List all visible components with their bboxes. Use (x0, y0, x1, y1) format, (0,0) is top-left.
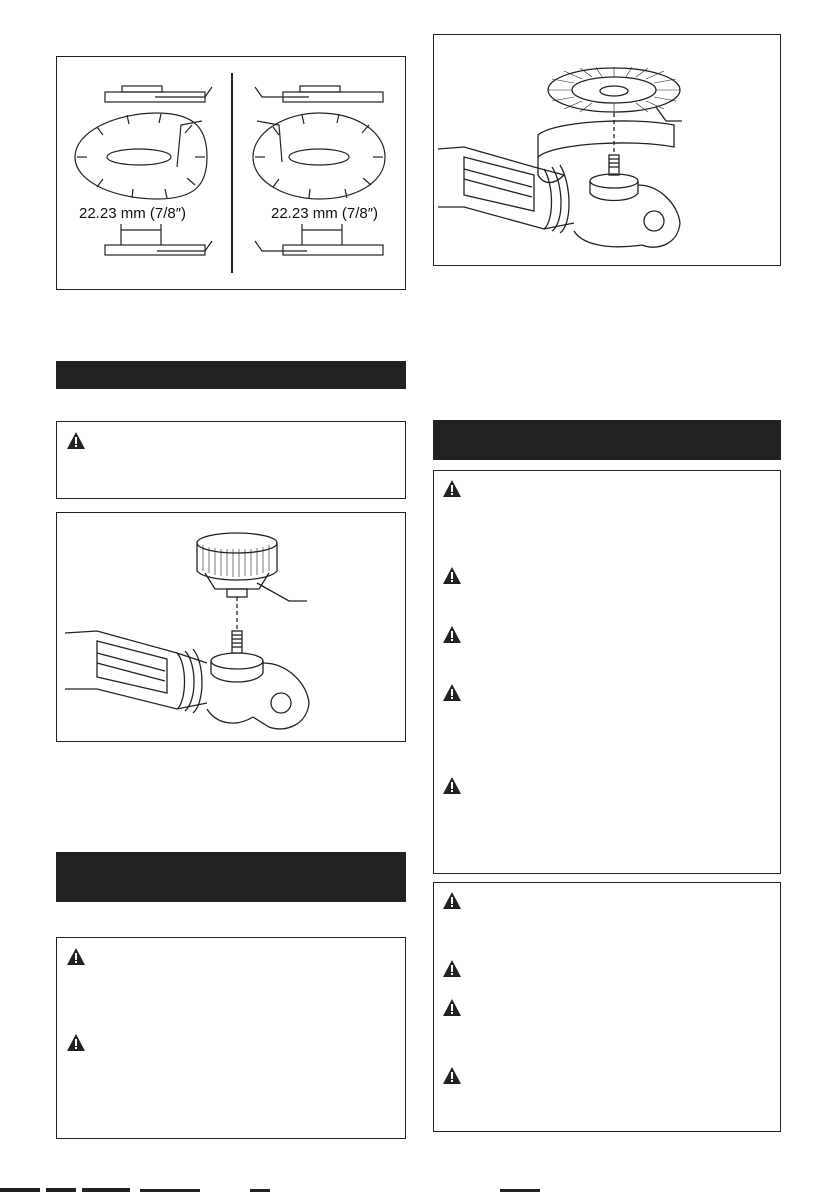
dimension-label-left: 22.23 mm (7/8″) (79, 205, 187, 222)
section-heading-bar-3 (433, 420, 781, 460)
warning-box-2 (56, 937, 406, 1139)
warning-triangle-icon (443, 892, 461, 909)
warning-triangle-icon (67, 432, 85, 449)
warning-triangle-icon (443, 480, 461, 497)
warning-triangle-icon (443, 999, 461, 1016)
figure-wire-cup-brush (56, 512, 406, 742)
dimension-label-right: 22.23 mm (7/8″) (271, 205, 379, 222)
wire-wheel-brush-illustration (434, 35, 782, 267)
warning-box-3 (433, 470, 781, 874)
warning-box-4 (433, 882, 781, 1132)
warning-triangle-icon (443, 567, 461, 584)
warning-triangle-icon (443, 1067, 461, 1084)
warning-box-1 (56, 421, 406, 499)
warning-triangle-icon (443, 777, 461, 794)
diamond-wheel-diagram (57, 57, 407, 291)
footer-strip (0, 1186, 840, 1192)
wire-cup-brush-illustration (57, 513, 407, 743)
section-heading-bar-2 (56, 852, 406, 902)
warning-triangle-icon (443, 960, 461, 977)
figure-diamond-wheel (56, 56, 406, 290)
section-heading-bar-1 (56, 361, 406, 389)
figure-wire-wheel-brush (433, 34, 781, 266)
warning-triangle-icon (67, 1034, 85, 1051)
warning-triangle-icon (67, 948, 85, 965)
warning-triangle-icon (443, 684, 461, 701)
warning-triangle-icon (443, 626, 461, 643)
